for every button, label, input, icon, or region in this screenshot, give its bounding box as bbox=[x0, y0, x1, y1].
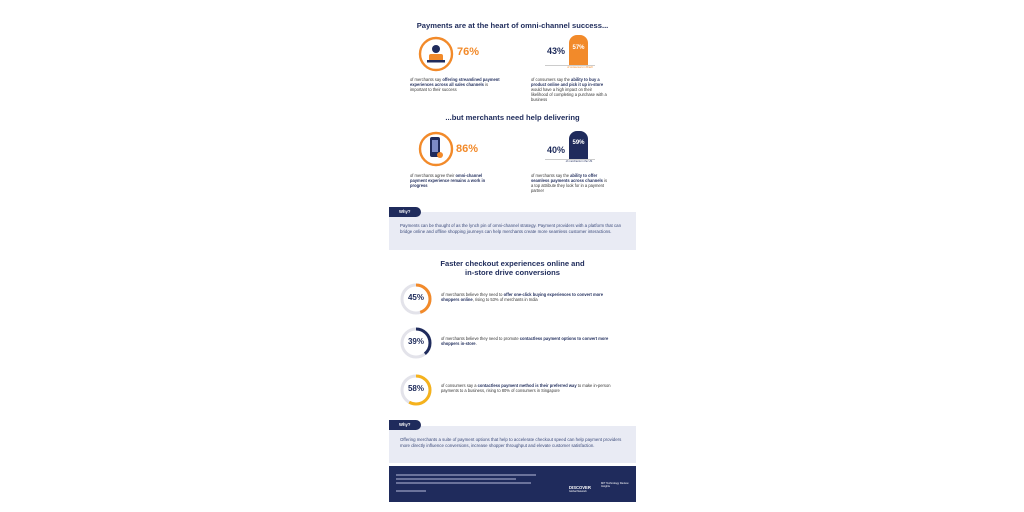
ring-stat-row bbox=[399, 282, 604, 321]
section1-title: Payments are at the heart of omni-channel success... bbox=[416, 21, 609, 30]
why-tab-1: Why? bbox=[389, 207, 421, 217]
section3-title-line1: Faster checkout experiences online and bbox=[440, 259, 585, 268]
stat-pct-86: 86% bbox=[456, 143, 479, 155]
stat-pct-76: 76% bbox=[457, 46, 480, 58]
discover-logo-sub: Global Network bbox=[569, 490, 587, 493]
footer-source-line bbox=[396, 482, 531, 484]
ring-stat-text: of merchants believe they need to offer one-click buying experiences to convert more shoppers online, rising to 53% of merchants in India bbox=[441, 292, 604, 302]
bar-59-label: 59% bbox=[572, 140, 585, 146]
bar-57-label: 57% bbox=[572, 45, 585, 51]
footer-source-line bbox=[396, 490, 426, 492]
stat-76-text: of merchants say offering streamlined payment experiences across all sales channels is important to their success bbox=[410, 77, 500, 92]
discover-logo: DISCOVER bbox=[569, 485, 591, 490]
ring-stat-row bbox=[399, 373, 611, 412]
bar-57-caption: of consumers in Brazil bbox=[567, 66, 593, 69]
mit-logo: MIT Technology Review Insights bbox=[601, 482, 629, 489]
why-2-text: Offering merchants a suite of payment options that help to accelerate checkout speed can help payment providers more directly influence conversions, increase shopper throughput and elevate customer satisfaction. bbox=[400, 437, 622, 448]
stat-43-text: of consumers say the ability to buy a product online and pick it up in-store would have a high impact on their likelihood of completing a purchase with a business bbox=[531, 77, 607, 102]
shopper-laptop-icon bbox=[418, 36, 458, 72]
ring-stat-text: of merchants believe they need to promote contactless payment options to convert more shoppers in-store. bbox=[441, 336, 609, 346]
bar-59 bbox=[569, 131, 588, 159]
footer-source-line bbox=[396, 478, 516, 480]
ring-stat-text: of consumers say a contactless payment method is their preferred way to make in-person payments to a business, rising to 80% of consumers in Singapore bbox=[441, 383, 611, 393]
footer bbox=[389, 466, 636, 502]
footer-source-line bbox=[396, 474, 536, 476]
why-panel-1 bbox=[389, 212, 636, 250]
stat-86-text: of merchants agree their omni-channel payment experience remains a work in progress bbox=[410, 173, 486, 188]
ring-pct-label: 58% bbox=[407, 384, 424, 393]
section2-title: ...but merchants need help delivering bbox=[445, 113, 580, 122]
bar-59-caption: of merchants in the US bbox=[565, 160, 593, 163]
why-panel-2 bbox=[389, 426, 636, 463]
ring-pct-label: 45% bbox=[407, 293, 424, 302]
bar-57 bbox=[569, 35, 588, 65]
mobile-payment-icon bbox=[418, 131, 458, 167]
stat-pct-40: 40% bbox=[547, 145, 566, 155]
ring-stat-row bbox=[399, 326, 609, 365]
infographic-page bbox=[389, 0, 636, 512]
section3-title-line2: in-store drive conversions bbox=[465, 268, 560, 277]
ring-pct-label: 39% bbox=[407, 337, 424, 346]
stat-40-text: of merchants say the ability to offer seamless payments across channels is a top attribute they look for in a payment partner bbox=[531, 173, 608, 193]
why-1-text: Payments can be thought of as the lynch pin of omni-channel strategy. Payment providers with a platform that can bridge online and offline shopping journeys can help merchants create more seamless customer interactions. bbox=[400, 223, 622, 234]
stat-pct-43: 43% bbox=[547, 46, 566, 56]
why-tab-2: Why? bbox=[389, 420, 421, 430]
